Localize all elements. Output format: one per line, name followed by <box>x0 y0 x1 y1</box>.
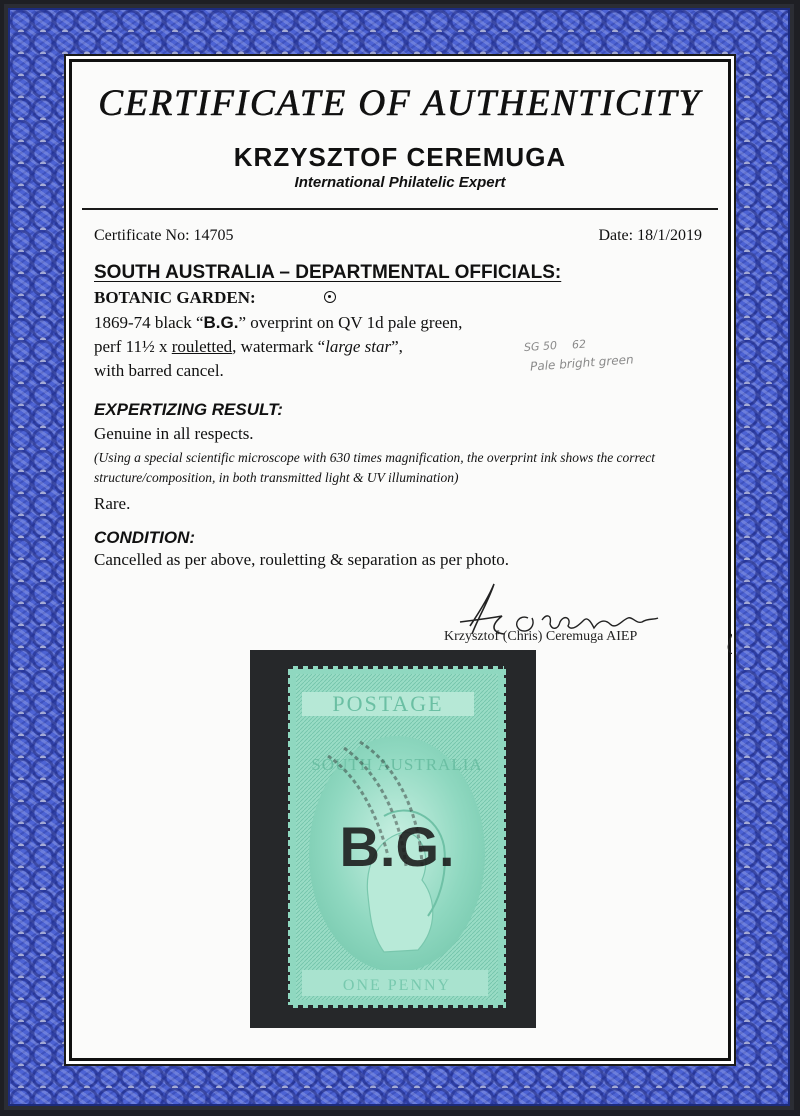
item-heading: SOUTH AUSTRALIA – DEPARTMENTAL OFFICIALS: <box>94 262 562 283</box>
item-description-line-1 <box>94 313 462 333</box>
pencil-note-number: 62 <box>571 337 587 352</box>
certificate-paper <box>72 62 728 1058</box>
stamp-overprint: B.G. <box>339 815 455 878</box>
result-verdict: Genuine in all respects. <box>94 424 254 443</box>
circled-dot-icon <box>324 291 336 303</box>
item-description-line-2 <box>94 337 403 357</box>
description-text: ”, <box>391 337 403 356</box>
certificate-number: Certificate No: 14705 <box>94 227 234 244</box>
overprint-text: B.G. <box>203 313 239 332</box>
condition-heading: CONDITION: <box>94 528 196 547</box>
stamp-value-label: ONE PENNY <box>342 977 452 994</box>
item-description-line-3: with barred cancel. <box>94 361 224 380</box>
expert-name: KRZYSZTOF CEREMUGA <box>233 142 567 172</box>
certificate-title: CERTIFICATE OF AUTHENTICITY <box>98 83 702 124</box>
watermark-text: large star <box>325 337 392 356</box>
stamp-top-label: POSTAGE <box>332 691 444 716</box>
description-text: perf 11½ x <box>94 337 172 356</box>
pencil-note-catalogue: SG 50 <box>523 338 558 355</box>
stamp-image <box>288 666 506 1008</box>
item-subheading: BOTANIC GARDEN: <box>94 288 256 307</box>
condition-text: Cancelled as per above, rouletting & separation as per photo. <box>94 550 509 569</box>
stamp-photo <box>250 650 536 1028</box>
result-heading: EXPERTIZING RESULT: <box>94 400 283 419</box>
description-text: 1869-74 black “ <box>94 313 204 332</box>
expert-subtitle: International Philatelic Expert <box>294 174 506 191</box>
roulette-text: rouletted <box>171 337 233 356</box>
stamp-country-label: SOUTH AUSTRALIA <box>311 755 483 774</box>
header-divider <box>82 208 718 210</box>
description-text: , watermark “ <box>232 337 326 356</box>
pencil-note-colour: Pale bright green <box>529 352 635 374</box>
description-text: ” overprint on QV 1d pale green, <box>238 313 463 332</box>
result-rarity: Rare. <box>94 494 131 513</box>
certificate-date: Date: 18/1/2019 <box>598 227 702 244</box>
signer-name: Krzysztof (Chris) Ceremuga AIEP <box>444 629 638 644</box>
result-note: (Using a special scientific microscope with 630 times magnification, the overprint ink shows the correct structure/composition, in both transmitted light & UV illumination) <box>94 450 656 485</box>
